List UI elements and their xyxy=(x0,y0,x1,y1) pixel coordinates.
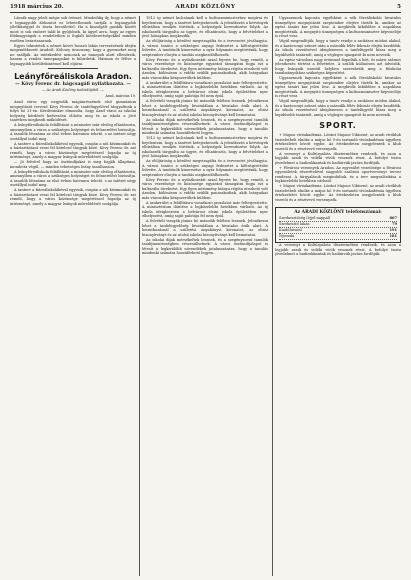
paragraph: + Majusi vívóakadémia. Lóránt Majone Viktorné, az aradi vívóklub tiszteletbeli elnöke a május hó 5-én tartandó vívóakadémia ügyében értekezletet hívott egybe. Az értekezleten megjelentek a klub vezetői és a résztvevő versenyzők. xyxy=(275,133,401,151)
paragraph: A leányfőreáliskola felállítását a miniszter már elvileg elhatározta, amennyiben a város a szükséges helyiséget és felszerelést biztosítja. A tanulók létszáma az első évben hatvanra tehető, s az intézet négy osztállyal indul meg. xyxy=(10,123,136,141)
ad-row: Nyomda 181 xyxy=(279,234,397,238)
paragraph: Kövy Ferenc dr. a nyilatkozatát azzal fejezte be, hogy reméli, a város vezetősége és közönsége egyaránt támogatni fogja ezt a kulturális törekvést. Egy ilyen intézmény hiánya régóta érezhető volt Aradon, különösen a vidéki szülők panaszkodtak, akik leányaikat más városokba kényszerültek küldeni. xyxy=(142,177,268,200)
paragraph: A tankerület a felállításra vonatkozó javaslatot már felterjesztette. A minisztérium döntése a legközelebbi hetekben várható. Az új iskola ideiglenesen a belvárosi elemi iskola épületében nyer elhelyezést, amíg saját palotája fel nem épül. xyxy=(142,80,268,98)
newspaper-title: ARADI KÖZLÖNY xyxy=(175,4,236,10)
paragraph: A leányfőreáliskola felállítását a miniszter már elvileg elhatározta, amennyiben a város a szükséges helyiséget és felszerelést biztosítja. A tanulók létszáma az első évben hatvanra tehető, s az intézet négy osztállyal indul meg. xyxy=(10,169,136,188)
paragraph: Lássák nagy jelzői mégis sok örömet. Mindeddig ily, hogy a német e legnagyobb áldozatot ez lehetetlennek tartják a legnagyobb jólelkűséggel és tiszta becsülettel. Ha a kiszolgált gazdák között most is sok embert talál ki gyűjtőnek, ki ügyel arra, hogy az egyes földnagyságok a rendeletben is foglalt kötelezettségekkel minden esetben betartassanak. xyxy=(10,16,136,43)
paragraph: A felvételi vizsgák június hó második felében lesznek. Jelentkezni lehet a tanfelügyelőség hivatalában a hivatalos órák alatt. A beiratkozásnál a születési anyakönyvi kivonatot, az oltási bizonyítványt és az utolsó iskolai bizonyítványt kell bemutatni. xyxy=(142,219,268,237)
ad-row: Szerkesztőség (éjjel-nappal) 867 xyxy=(279,216,397,220)
column-rule xyxy=(139,16,140,576)
paragraph: 1912 ig német kulcsának kell a kultuszminiszterhez megírni és bejelenteni, hogy a tanévet befejezhessék. A jelentkezés a kérvények elbírálása rendjén történik, a helyiségek berendezése folyik. Az iskolaszék tárgyalta az ügyet, és elhatározta, hogy a felvételeket a jövő hónapban megkezdik. xyxy=(142,16,268,38)
paragraph: A tanterv a fiúreáliskolákéval egyezik, csupán a női kézimunkát és a háztartástant veszi fel kötelező tárgyak közé. Kövy Ferenc dr. azt reméli, hogy a város közönsége megértéssel fogadja az új intézményt, amely a magyar leányok művelődését szolgálja. xyxy=(10,141,136,160)
divider xyxy=(48,68,98,69)
paragraph: Ugyanennek kapcsán egyébként a nők főreáliskolái hivatalos ünnepélyes megnyitását szeptember elejére tűzték ki, amikor az egész tanári kar jelen lesz. A meghívók kiküldése a napokban megtörténik. A megnyitó ünnepségen a kultuszminiszter képviselője is részt vesz. xyxy=(275,76,401,98)
column-1 xyxy=(10,16,136,576)
ad-title: Az ARADI KÖZLÖNY telefonszámai: xyxy=(294,210,382,215)
paragraph: Egyes tekintetek a német követ hosszú lakás tervezésének idején megemlékezett Aradról: Kölcsey úrasszony, hogy a gyermeket meg ne szállják. Az intézkedést nemcsak az ünnepek alatt ellenőrzik, hanem a rendes ünnepnapokat is kihirdetik. Hárman és féltve a legnagyobb körültekintéssel kell eljárni. xyxy=(10,43,136,66)
ad-row: Kiadóhivatal 191 xyxy=(279,228,397,232)
sport-section-title: SPORT. xyxy=(319,121,357,130)
column-3 xyxy=(275,16,401,576)
byline: — Az Aradi Közlöny tudósítójától. — xyxy=(42,88,104,93)
article-title: Leányfőreáliskola Aradon. xyxy=(14,72,132,81)
paragraph: A tanterv a fiúreáliskolákéval egyezik, csupán a női kézimunkát és a háztartástant veszi fel kötelező tárgyak közé. Kövy Ferenc dr. azt reméli, hogy a város közönsége megértéssel fogadja az új intézményt, amely a magyar leányok művelődését szolgálja. xyxy=(10,188,136,206)
paragraph: + Majusi vívóakadémia. Lóránt Majone Viktorné, az aradi vívóklub tiszteletbeli elnöke a május hó 5-én tartandó vívóakadémia ügyében értekezletet hívott egybe. Az értekezleten megjelentek a klub vezetői és a résztvevő versenyzők. xyxy=(275,184,401,202)
paragraph: Az iskolai díjak mérsékeltek lesznek, és a szegénysorsú tanulók tandíjmentességben részesülhetnek. A város ösztöndíjalapot is létesít a legkiválóbb növendékek jutalmazására, hogy a tanulás mindenki számára hozzáférhető legyen. xyxy=(142,237,268,255)
paragraph: A versenyt a Kultúrpalota dísztermében rendezik, és azon a legjobb aradi és vidéki vívók vesznek részt. A befolyó tiszta jövedelmet a hadirokkantak és hadiárvák javára fordítják. xyxy=(275,243,401,256)
paragraph: A felvételi vizsgák június hó második felében lesznek. Jelentkezni lehet a tanfelügyelőség hivatalában a hivatalos órák alatt. A beiratkozásnál a születési anyakönyvi kivonatot, az oltási bizonyítványt és az utolsó iskolai bizonyítványt kell bemutatni. xyxy=(142,99,268,117)
paragraph: Az elöljáróság a kérdést megvizsgálta és a tervezetet jóváhagyta. A városi tanács a szükséges anyagi fedezetet a költségvetésbe felvette. A tanítónők kinevezése a nyár folyamán megtörténik, hogy szeptember elsején a tanítás megkezdődhessék. xyxy=(142,159,268,177)
paragraph: Az iskolai díjak mérsékeltek lesznek, és a szegénysorsú tanulók tandíjmentességben részesülhetnek. A város ösztöndíjalapot is létesít a legkiválóbb növendékek jutalmazására, hogy a tanulás mindenki számára hozzáférhető legyen. xyxy=(142,117,268,135)
paragraph: 1912 ig német kulcsának kell a kultuszminiszterhez megírni és bejelenteni, hogy a tanévet befejezhessék. A jelentkezés a kérvények elbírálása rendjén történik, a helyiségek berendezése folyik. Az iskolaszék tárgyalta az ügyet, és elhatározta, hogy a felvételeket a jövő hónapban megkezdik. xyxy=(142,136,268,158)
paragraph: + Fővárosi versenyek Aradon. Az egyesület vezetősége a fővárosi egyesületek részvételével nagyobb szabású sportversenyt tervez rendezni. A tárgyalások megindultak, és a terv megvalósítása a legközelebbi hetekben várható. xyxy=(275,165,401,183)
paragraph: Kövy Ferenc dr. a nyilatkozatát azzal fejezte be, hogy reméli, a város vezetősége és közönsége egyaránt támogatni fogja ezt a kulturális törekvést. Egy ilyen intézmény hiánya régóta érezhető volt Aradon, különösen a vidéki szülők panaszkodtak, akik leányaikat más városokba kényszerültek küldeni. xyxy=(142,57,268,80)
paragraph: — Jó felvétel hogy az ösztöndíjakat is meg fogják állapítani, mondotta végül, — minden tehetséges leány tanulhasson. xyxy=(10,160,136,169)
dateline: Arad, március 19. xyxy=(105,94,136,99)
issue-date: 1918 március 20. xyxy=(10,4,64,10)
phone-numbers-ad xyxy=(275,207,401,243)
page-header xyxy=(10,3,401,13)
column-rule xyxy=(272,16,273,576)
paragraph: A versenyt a Kultúrpalota dísztermében rendezik, és azon a legjobb aradi és vidéki vívók vesznek részt. A befolyó tiszta jövedelmet a hadirokkantak és hadiárvák javára fordítják. xyxy=(275,151,401,165)
paragraph: Az egész városban nagy örömmel fogadták a hírt, és máris számos jelentkezés történt a felvételre. A szülők különösen azt üdvözlik, hogy leányaik ezentúl helyben szerezhetik meg a főiskolai tanulmányokhoz szükséges képesítést. xyxy=(275,57,401,75)
paragraph: Végül megemlítjük, hogy a tanév rendje a szokásos módon alakul, és a karácsonyi szünet után a második félév február elején kezdődik. Az iskola vezetésével ideiglenesen a tanfelügyelő bízza meg a legidősebb tanárnőt, amíg a végleges igazgatót ki nem nevezik. xyxy=(275,39,401,57)
ad-row: Szerkesztő lakás 79 xyxy=(279,222,397,226)
paragraph: Arad város egy negyedik magánrészének első gimnázium megnyitását tervező Kövy Ferenc dr. tanfelügyelővel tárgyaltunk a folyó hó 21-én. Kérdésünkre elmondta, hogy Arad város az iskolai helyiség kérdését kedvezően oldotta meg és az iskola a jövő tanévben megkezdi működését. xyxy=(10,100,136,123)
page-number: 5 xyxy=(397,4,401,10)
paragraph: Végül megemlítjük, hogy a tanév rendje a szokásos módon alakul, és a karácsonyi szünet után a második félév február elején kezdődik. Az iskola vezetésével ideiglenesen a tanfelügyelő bízza meg a legidősebb tanárnőt, amíg a végleges igazgatót ki nem nevezik. xyxy=(275,99,401,117)
paragraph: Az elöljáróság a kérdést megvizsgálta és a tervezetet jóváhagyta. A városi tanács a szükséges anyagi fedezetet a költségvetésbe felvette. A tanítónők kinevezése a nyár folyamán megtörténik, hogy szeptember elsején a tanítás megkezdődhessék. xyxy=(142,39,268,57)
paragraph: Ugyanennek kapcsán egyébként a nők főreáliskolái hivatalos ünnepélyes megnyitását szeptember elejére tűzték ki, amikor az egész tanári kar jelen lesz. A meghívók kiküldése a napokban megtörténik. A megnyitó ünnepségen a kultuszminiszter képviselője is részt vesz. xyxy=(275,16,401,38)
paragraph: A tankerület a felállításra vonatkozó javaslatot már felterjesztette. A minisztérium döntése a legközelebbi hetekben várható. Az új iskola ideiglenesen a belvárosi elemi iskola épületében nyer elhelyezést, amíg saját palotája fel nem épül. xyxy=(142,200,268,218)
column-2 xyxy=(142,16,268,576)
article-subtitle: — Kövy Ferenc dr. hágcsagáfi nyilatkozata. — xyxy=(15,82,131,87)
